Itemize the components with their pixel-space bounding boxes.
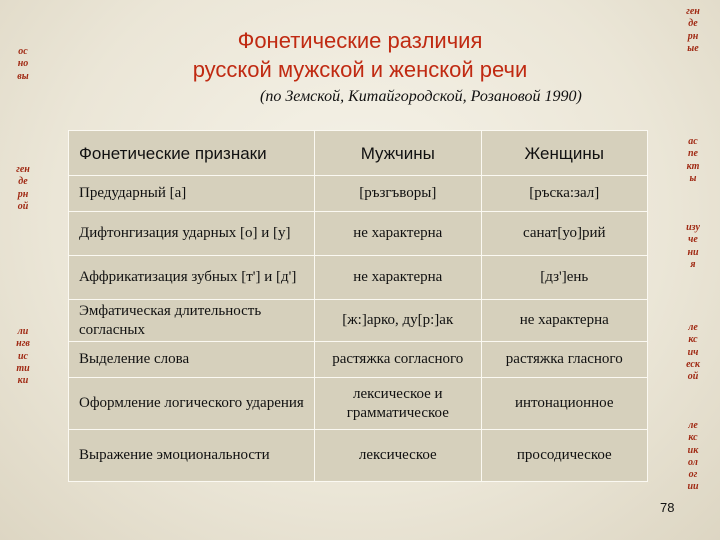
table-cell: [дз']ень	[481, 256, 647, 300]
side-left-word-3: лингвистики	[16, 326, 30, 387]
page-number: 78	[660, 500, 675, 515]
table-cell: Выделение слова	[69, 342, 315, 378]
table-cell: Предударный [а]	[69, 176, 315, 212]
side-left-word-2: гендерной	[16, 164, 30, 212]
table-row	[69, 176, 648, 212]
slide-title	[140, 26, 580, 84]
table-cell: лексическое	[315, 430, 481, 482]
table-row	[69, 256, 648, 300]
side-right-word-4: лексической	[686, 322, 700, 383]
table-cell: не характерна	[315, 256, 481, 300]
table-cell: просодическое	[481, 430, 647, 482]
table-row	[69, 378, 648, 430]
table-header-row	[69, 131, 648, 176]
slide-subtitle: (по Земской, Китайгородской, Розановой 1990)	[260, 88, 582, 105]
table-cell: [ръзгъворы]	[315, 176, 481, 212]
header-cell: Мужчины	[315, 131, 481, 176]
side-right-word-2: аспекты	[686, 136, 700, 184]
table-cell: [ръска:зал]	[481, 176, 647, 212]
table-cell: лексическое и грамматическое	[315, 378, 481, 430]
table-cell: Аффрикатизация зубных [т'] и [д']	[69, 256, 315, 300]
table-row	[69, 300, 648, 342]
table-cell: санат[уо]рий	[481, 212, 647, 256]
table-row	[69, 430, 648, 482]
table-cell: Оформление логического ударения	[69, 378, 315, 430]
header-cell: Фонетические признаки	[69, 131, 315, 176]
table-cell: растяжка согласного	[315, 342, 481, 378]
side-left-word-1: основы	[17, 46, 29, 82]
side-right-word-3: изучения	[686, 222, 700, 270]
table-cell: не характерна	[315, 212, 481, 256]
table-cell: Дифтонгизация ударных [о] и [у]	[69, 212, 315, 256]
phonetic-differences-table	[68, 130, 648, 482]
table-row	[69, 212, 648, 256]
side-right-word-5: лексикологии	[687, 420, 699, 493]
table-cell: не характерна	[481, 300, 647, 342]
table-cell: растяжка гласного	[481, 342, 647, 378]
table-cell: Выражение эмоциональности	[69, 430, 315, 482]
table-cell: интонационное	[481, 378, 647, 430]
table-row	[69, 342, 648, 378]
table-cell: [ж:]арко, ду[р:]ак	[315, 300, 481, 342]
title-line-2: русской мужской и женской речи	[192, 57, 528, 82]
header-cell: Женщины	[481, 131, 647, 176]
table-cell: Эмфатическая длительность согласных	[69, 300, 315, 342]
title-line-1: Фонетические различия	[237, 28, 483, 53]
side-right-word-1: гендерные	[686, 6, 700, 54]
